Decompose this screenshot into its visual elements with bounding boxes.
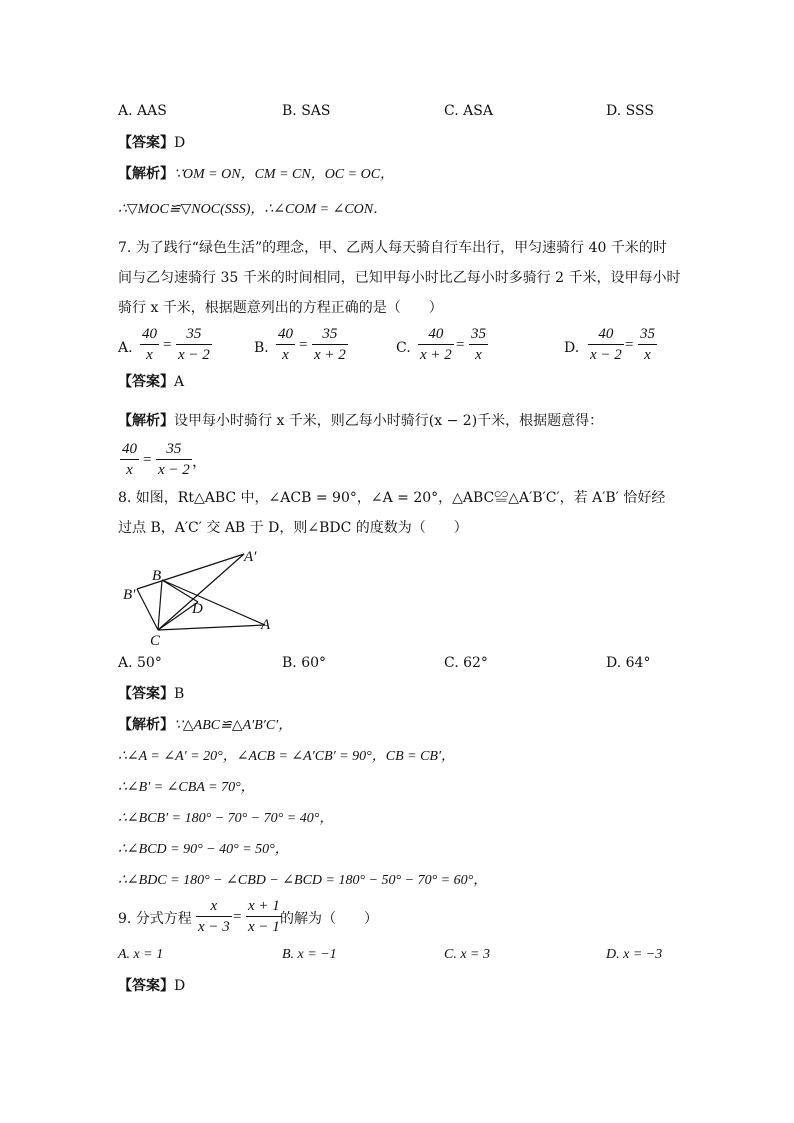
q7-option-a-den: x <box>146 347 153 363</box>
q8-text-line2: 过点 B，A′C′ 交 AB 于 D，则∠BDC 的度数为（ ） <box>118 520 468 536</box>
q9-prefix: 9. 分式方程 <box>118 911 192 927</box>
answer-label: 【答案】 <box>118 135 174 151</box>
q7-option-a-num2: 35 <box>186 326 202 342</box>
q8-analysis-line5: ∴∠BCD = 90° − 40° = 50°， <box>118 842 289 857</box>
q7-analysis-line1: 设甲每小时骑行 x 千米，则乙每小时骑行(x − 2)千米，根据题意得： <box>174 413 604 429</box>
q7-option-c-num2: 35 <box>471 326 486 342</box>
label-d: D <box>192 601 203 617</box>
q7-option-d-label: D. <box>564 340 580 356</box>
segment-b-prime-c <box>137 589 158 630</box>
q9-frac1 <box>196 899 232 935</box>
q9-num2: x + 1 <box>248 898 280 914</box>
q7-option-c-den: x + 2 <box>420 347 452 363</box>
q8-option-b: B. 60° <box>282 655 327 671</box>
q9-answer-row <box>118 979 185 993</box>
q9-suffix: 的解为（ ） <box>280 911 378 927</box>
q7-option-c-num: 40 <box>428 326 444 342</box>
q9-answer: D <box>174 978 186 994</box>
q7-analysis-den2: x − 2 <box>158 462 190 478</box>
q7-option-b-den: x <box>282 347 289 363</box>
q9-option-d: D. x = −3 <box>606 947 663 962</box>
segment-bd <box>162 580 198 602</box>
q7-analysis-frac2 <box>156 442 192 478</box>
q7-text-line1: 7. 为了践行“绿色生活”的理念，甲、乙两人每天骑自行车出行，甲匀速骑行 40 千米的时 <box>118 240 667 256</box>
q7-analysis-tail: ， <box>192 454 208 470</box>
triangle-figure <box>110 544 290 648</box>
q7-option-c-eq: = <box>456 337 465 353</box>
q7-analysis-den: x <box>126 462 133 478</box>
q9-num: x <box>210 898 218 914</box>
q6-analysis-row <box>118 167 394 182</box>
q8-text-line1: 8. 如图，Rt△ABC 中，∠ACB = 90°，∠A = 20°，△ABC≌△A′B′C′，若 A′B′ 恰好经 <box>118 490 666 506</box>
q6-analysis-line2: ∴▽MOC≌▽NOC(SSS)，∴∠COM = ∠CON． <box>118 202 388 217</box>
q9-den: x − 3 <box>198 919 230 935</box>
q7-answer: A <box>174 374 185 390</box>
q7-analysis-row <box>118 414 603 428</box>
label-a: A <box>261 617 271 633</box>
q7-option-b-label: B. <box>254 340 269 356</box>
q8-answer-row <box>118 687 184 701</box>
q7-option-d-eq: = <box>625 337 634 353</box>
analysis-label: 【解析】 <box>118 413 174 429</box>
q6-analysis-line1: ∵OM = ON，CM = CN，OC = OC， <box>174 167 395 182</box>
label-b-prime: B′ <box>123 587 136 603</box>
q7-option-c-label: C. <box>396 340 411 356</box>
q7-analysis-eq: = <box>143 452 152 468</box>
q8-analysis-line2: ∴∠A = ∠A′ = 20°，∠ACB = ∠A′CB′ = 90°，CB = CB′， <box>118 749 456 764</box>
q8-analysis-row <box>118 718 292 733</box>
q7-option-b-eq: = <box>299 337 308 353</box>
q6-option-d: D. SSS <box>606 103 654 119</box>
segment-cb <box>158 580 162 630</box>
q6-answer-row <box>118 136 185 150</box>
q7-option-c-frac2 <box>469 327 488 363</box>
q7-option-a-label: A. <box>118 340 133 356</box>
analysis-label: 【解析】 <box>118 717 174 733</box>
q6-option-a: A. AAS <box>118 103 167 119</box>
q7-option-b-frac1 <box>276 327 295 363</box>
q8-analysis-line4: ∴∠BCB′ = 180° − 70° − 70° = 40°， <box>118 811 334 826</box>
segment-c-a-prime <box>158 554 244 630</box>
segment-ba <box>162 580 265 625</box>
label-c: C <box>150 633 161 648</box>
q7-analysis-num2: 35 <box>166 441 182 457</box>
q7-option-a-frac2 <box>176 327 212 363</box>
q9-option-c: C. x = 3 <box>444 947 490 962</box>
q7-option-b-frac2 <box>312 327 348 363</box>
answer-label: 【答案】 <box>118 686 174 702</box>
segment-ca <box>158 625 265 630</box>
answer-label: 【答案】 <box>118 374 174 390</box>
q8-answer: B <box>174 686 185 702</box>
q7-option-d-den2: x <box>644 347 651 363</box>
q7-analysis-num: 40 <box>122 441 137 457</box>
q7-answer-row <box>118 375 184 389</box>
label-a-prime: A′ <box>244 549 257 565</box>
q8-option-a: A. 50° <box>118 655 162 671</box>
q7-option-a-num: 40 <box>142 326 157 342</box>
answer-label: 【答案】 <box>118 978 174 994</box>
q8-option-c: C. 62° <box>444 655 488 671</box>
q7-option-a-den2: x − 2 <box>178 347 210 363</box>
q6-option-c: C. ASA <box>444 103 493 119</box>
q8-option-d: D. 64° <box>606 655 651 671</box>
q7-option-a-eq: = <box>163 337 172 353</box>
q7-option-d-frac1 <box>588 327 624 363</box>
q7-option-d-num2: 35 <box>640 326 655 342</box>
q7-text-line3: 骑行 x 千米，根据题意列出的方程正确的是（ ） <box>118 300 443 316</box>
q7-option-c-frac1 <box>418 327 454 363</box>
q9-eq: = <box>233 909 242 925</box>
q6-option-b: B. SAS <box>282 103 331 119</box>
q8-analysis-line1: ∵△ABC≌△A′B′C′， <box>174 718 293 733</box>
analysis-label: 【解析】 <box>118 166 174 182</box>
q7-option-d-den: x − 2 <box>590 347 622 363</box>
q7-option-b-den2: x + 2 <box>314 347 346 363</box>
q6-answer: D <box>174 135 186 151</box>
q7-option-c-den2: x <box>475 347 482 363</box>
q8-analysis-line6: ∴∠BDC = 180° − ∠CBD − ∠BCD = 180° − 50° − 70° = 60°， <box>118 873 488 888</box>
q7-option-d-frac2 <box>638 327 657 363</box>
label-b: B <box>152 568 162 584</box>
q7-option-b-num2: 35 <box>322 326 338 342</box>
q7-option-a-frac1 <box>140 327 159 363</box>
q9-option-a: A. x = 1 <box>118 947 164 962</box>
q9-frac2 <box>246 899 282 935</box>
q7-analysis-frac1 <box>120 442 139 478</box>
q9-den2: x − 1 <box>248 919 280 935</box>
q7-option-b-num: 40 <box>278 326 293 342</box>
q8-analysis-line3: ∴∠B′ = ∠CBA = 70°， <box>118 780 255 795</box>
q7-option-d-num: 40 <box>598 326 614 342</box>
q7-text-line2: 间与乙匀速骑行 35 千米的时间相同，已知甲每小时比乙每小时多骑行 2 千米，设甲每小时 <box>118 270 681 286</box>
q9-option-b: B. x = −1 <box>282 947 337 962</box>
